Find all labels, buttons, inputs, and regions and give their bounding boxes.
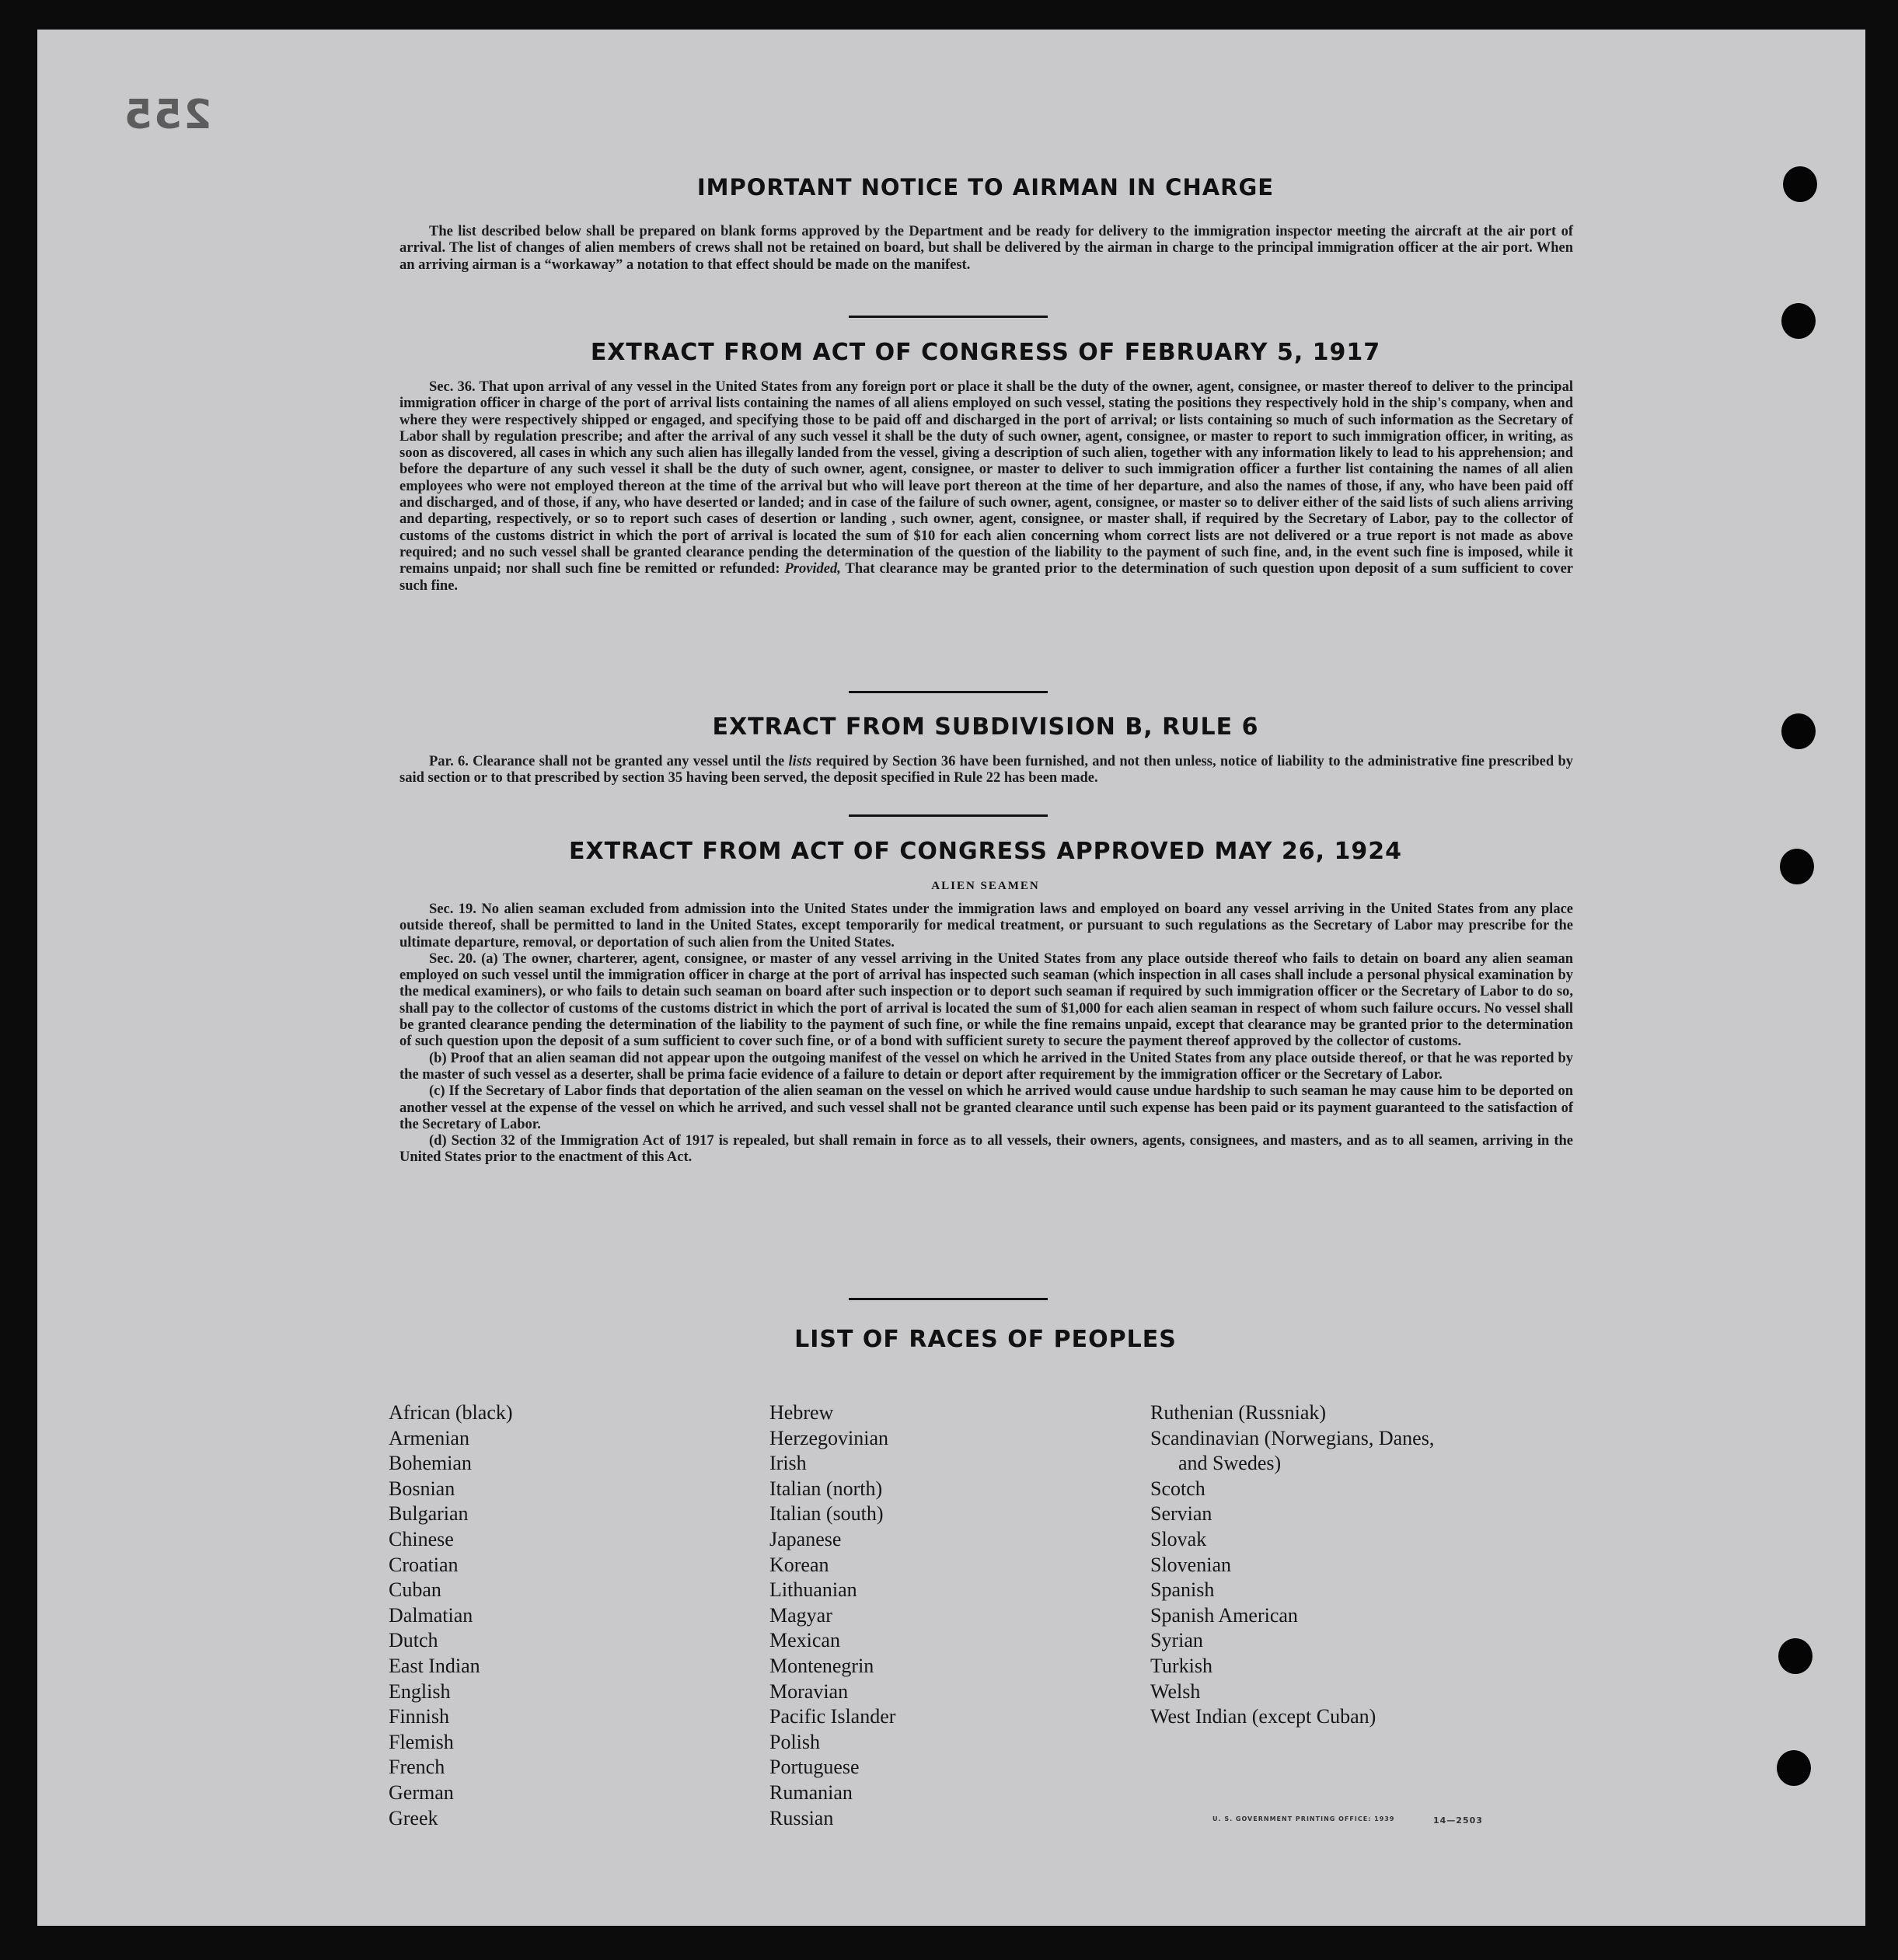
race-item: Italian (north) (769, 1477, 883, 1500)
races-column-2 (769, 1400, 895, 1831)
divider (849, 316, 1048, 318)
race-item: Rumanian (769, 1780, 853, 1804)
binder-hole (1783, 166, 1817, 202)
race-item: Hebrew (769, 1401, 834, 1424)
page-number: 255 (123, 92, 212, 138)
race-item: West Indian (except Cuban) (1150, 1705, 1376, 1728)
race-item: Cuban (389, 1578, 441, 1602)
binder-hole (1777, 1750, 1811, 1786)
act1917-body (399, 379, 1573, 595)
divider (849, 814, 1048, 817)
race-item: Herzegovinian (769, 1426, 889, 1449)
race-item: Italian (south) (769, 1502, 884, 1526)
document-page (37, 30, 1865, 1926)
act1924-subtitle: ALIEN SEAMEN (931, 880, 1040, 892)
race-item: Irish (769, 1452, 807, 1475)
race-item: French (389, 1756, 445, 1779)
race-item: German (389, 1780, 454, 1804)
race-item: East Indian (389, 1654, 480, 1677)
race-item: Korean (769, 1553, 829, 1576)
race-item: Polish (769, 1730, 821, 1753)
race-item: Spanish (1150, 1578, 1215, 1602)
printer-imprint: U. S. GOVERNMENT PRINTING OFFICE: 1939 (1212, 1815, 1395, 1822)
race-item: Dalmatian (389, 1603, 473, 1627)
act1924-body (399, 902, 1573, 1167)
race-item: Finnish (389, 1705, 450, 1728)
divider (849, 691, 1048, 693)
race-item: Bosnian (389, 1477, 455, 1500)
race-item: Greek (389, 1806, 438, 1829)
race-item: Bohemian (389, 1452, 472, 1475)
race-item: Scotch (1150, 1477, 1205, 1500)
form-number: 14—2503 (1433, 1815, 1483, 1826)
race-item: Flemish (389, 1730, 454, 1753)
race-item: Japanese (769, 1527, 842, 1550)
notice-title: IMPORTANT NOTICE TO AIRMAN IN CHARGE (696, 174, 1275, 201)
race-item: Spanish American (1150, 1603, 1298, 1627)
notice-body (399, 224, 1573, 274)
race-item: Croatian (389, 1553, 459, 1576)
races-title: LIST OF RACES OF PEOPLES (794, 1326, 1177, 1353)
race-item: Welsh (1150, 1679, 1201, 1703)
act1917-title: EXTRACT FROM ACT OF CONGRESS OF FEBRUARY 5, 1917 (590, 339, 1381, 366)
race-item: Dutch (389, 1629, 438, 1652)
race-item: Mexican (769, 1629, 840, 1652)
binder-hole (1778, 1638, 1813, 1674)
race-item: English (389, 1679, 451, 1703)
rule6-text: Par. 6. Clearance shall not be granted any vessel until the lists required by Section 36 have been furnished, and not then unless, notice of liability to the administrative fine prescribed by said section or to that prescribed by section 35 having been served, the deposit specified in Rule 22 has been made. (399, 754, 1574, 786)
race-item: Slovak (1150, 1527, 1207, 1550)
race-item: Russian (769, 1806, 834, 1829)
notice-text: The list described below shall be prepared on blank forms approved by the Department and be ready for delivery to the immigration inspector meeting the aircraft at the air port of arrival. The list of changes of alien members of crews shall not be retained on board, but shall be delivered by the airman in charge to the principal immigration officer at the air port. When an arriving airman is a “workaway” a notation to that effect should be made on the manifest. (399, 224, 1573, 273)
sec19-text: Sec. 19. No alien seaman excluded from admission into the United States under the immigration laws and employed on board any vessel arriving in the United States from any place outside thereof, shall be permitted to land in the United States, except temporarily for medical treatment, or pursuant to such regulations as the Secretary of Labor may prescribe for the ultimate departure, removal, or deportation of such alien from the United States. (399, 902, 1573, 950)
race-item: African (black) (389, 1401, 513, 1424)
sec20c-text: (c) If the Secretary of Labor finds that deportation of the alien seaman on the vessel on which he arrived would cause undue hardship to such seaman he may cause him to be deported on another vessel at the expense of the vessel on which he arrived, and such vessel shall not be granted clearance until such expense has been paid or its payment guaranteed to the satisfaction of the Secretary of Labor. (399, 1083, 1573, 1132)
race-item: Montenegrin (769, 1654, 874, 1677)
races-column-1 (389, 1400, 513, 1831)
divider (849, 1298, 1048, 1300)
race-item: Turkish (1150, 1654, 1212, 1677)
sec20d-text: (d) Section 32 of the Immigration Act of 1917 is repealed, but shall remain in force as to all vessels, their owners, agents, consignees, and masters, and as to all seamen, arriving in the United States prior to the enactment of this Act. (399, 1133, 1573, 1166)
binder-hole (1780, 849, 1814, 884)
race-item: and Swedes) (1178, 1452, 1282, 1475)
race-item: Pacific Islander (769, 1705, 896, 1728)
rule6-title: EXTRACT FROM SUBDIVISION B, RULE 6 (712, 713, 1259, 741)
race-item: Magyar (769, 1603, 832, 1627)
sec20b-text: (b) Proof that an alien seaman did not appear upon the outgoing manifest of the vessel on which he arrived in the United States from any place outside thereof, or that he was reported by the master of such vessel as a deserter, shall be prima facie evidence of a failure to detain or deport after requirement by the immigration officer or the Secretary of Labor. (399, 1050, 1573, 1083)
race-item: Ruthenian (Russniak) (1150, 1401, 1327, 1424)
binder-hole (1781, 303, 1816, 339)
race-item: Bulgarian (389, 1502, 469, 1526)
race-item: Servian (1150, 1502, 1212, 1526)
binder-hole (1781, 713, 1816, 749)
race-item: Armenian (389, 1426, 469, 1449)
race-item: Portuguese (769, 1756, 860, 1779)
rule6-body (399, 754, 1573, 787)
act1924-title: EXTRACT FROM ACT OF CONGRESS APPROVED MAY 26, 1924 (569, 838, 1402, 865)
race-item: Moravian (769, 1679, 849, 1703)
race-item: Slovenian (1150, 1553, 1231, 1576)
race-item: Chinese (389, 1527, 454, 1550)
sec20a-text: Sec. 20. (a) The owner, charterer, agent, consignee, or master of any vessel arriving in the United States from any place outside thereof who fails to detain on board any alien seaman employed on such vessel until the immigration officer in charge at the port of arrival has inspected such seaman (which inspection in all cases shall include a personal physical examination by the medical examiners), or who fails to detain such seaman on board after such inspection or to deport such seaman if required by such immigration officer or the Secretary of Labor to do so, shall pay to the collector of customs of the customs district in which the port of arrival is located the sum of $1,000 for each alien seaman in respect of whom such failure occurs. No vessel shall be granted clearance pending the determination of the liability to the payment of such fine, or while the fine remains unpaid, except that clearance may be granted prior to the determination of such question upon the deposit of a sum sufficient to cover such fine, or of a bond with sufficient surety to secure the payment thereof approved by the collector of customs. (399, 950, 1573, 1050)
races-column-3 (1150, 1400, 1434, 1730)
act1917-text: Sec. 36. That upon arrival of any vessel in the United States from any foreign port or place it shall be the duty of the owner, agent, consignee, or master thereof to deliver to the principal immigration officer in charge of the port of arrival lists containing the names of all aliens employed on such vessel, stating the positions they respectively hold in the ship's company, when and where they were respectively shipped or engaged, and specifying those to be paid off and discharged in the port of arrival; or lists containing so much of such information as the Secretary of Labor shall by regulation prescribe; and after the arrival of any such vessel it shall be the duty of such owner, agent, consignee, or master to report to such immigration officer, in writing, as soon as discovered, all cases in which any such alien has illegally landed from the vessel, giving a description of such alien, together with any information likely to lead to his apprehension; and before the departure of any such vessel it shall be the duty of such owner, agent, consignee, or master to deliver to such immigration officer a further list containing the names of all alien employees who were not employed thereon at the time of the arrival but who will leave port thereon at the time of her departure, and also the names of those, if any, who have been paid off and discharged, and of those, if any, who have deserted or landed; and in case of the failure of such owner, agent, consignee, or master so to deliver either of the said lists of such aliens arriving and departing, respectively, or so to report such cases of desertion or landing , such owner, agent, consignee, or master shall, if required by the Secretary of Labor, pay to the collector of customs of the customs district in which the port of arrival is located the sum of $10 for each alien concerning whom correct lists are not delivered or a true report is not made as above required; and no such vessel shall be granted clearance pending the determination of the question of the liability to the payment of such fine, and, in the event such fine is imposed, while it remains unpaid; nor shall such fine be remitted or refunded: Provided, That clearance may be granted prior to the determination of such question upon deposit of a sum sufficient to cover such fine. (399, 379, 1573, 594)
race-item: Lithuanian (769, 1578, 857, 1602)
race-item: Syrian (1150, 1629, 1203, 1652)
race-item: Scandinavian (Norwegians, Danes, (1150, 1426, 1435, 1449)
